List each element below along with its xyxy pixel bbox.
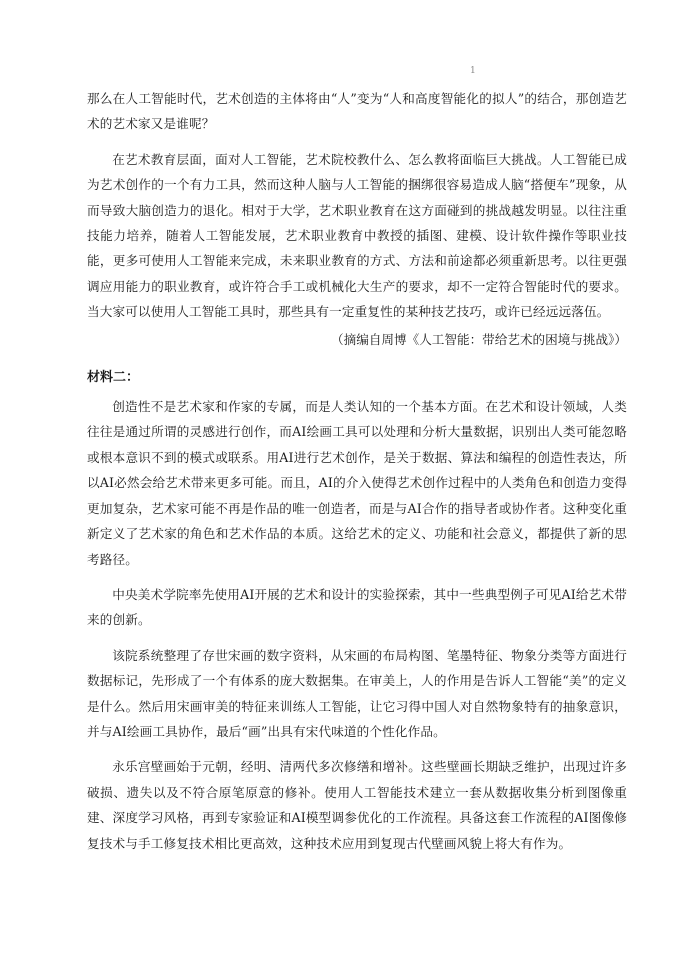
paragraph-creativity: 创造性不是艺术家和作家的专属，而是人类认知的一个基本方面。在艺术和设计领域，人类往往是通过所谓的灵感进行创作，而AI绘画工具可以处理和分析大量数据，识别出人类可能忽略或根本意识不到的模式或联系。用AI进行艺术创作，是关于数据、算法和编程的创造性表达，所以AI必然会给艺术带来更多可能。而且，AI的介入使得艺术创作过程中的人类角色和创造力变得更加复杂，艺术家可能不再是作品的唯一创造者，而是与AI合作的指导者或协作者。这种变化重新定义了艺术家的角色和艺术作品的本质。这给艺术的定义、功能和社会意义，都提供了新的思考路径。 (87, 399, 627, 567)
paragraph-art-education: 在艺术教育层面，面对人工智能，艺术院校教什么、怎么教将面临巨大挑战。人工智能已成为艺术创作的一个有力工具，然而这种人脑与人工智能的捆绑很容易造成人脑“搭便车”现象，从而导致大脑创造力的退化。相对于大学，艺术职业教育在这方面碰到的挑战越发明显。以往注重技能力培养，随着人工智能发展，艺术职业教育中教授的插图、建模、设计软件操作等职业技能，更多可使用人工智能来完成，未来职业教育的方式、方法和前途都必须重新思考。以往更强调应用能力的职业教育，或许符合手工或机械化大生产的要求，却不一定符合智能时代的要求。当大家可以使用人工智能工具时，那些具有一定重复性的某种技艺技巧，或许已经远远落伍。 (87, 151, 627, 320)
article-body (87, 86, 627, 856)
paragraph-yongle-murals: 永乐宫壁画始于元朝，经明、清两代多次修缮和增补。这些壁画长期缺乏维护，出现过许多破损、遗失以及不符合原笔原意的修补。使用人工智能技术建立一套从数据收集分析到图像重建、深度学习风格，再到专家验证和AI模型调参优化的工作流程。具备这套工作流程的AI图像修复技术与手工修复技术相比更高效，这种技术应用到复现古代壁画风貌上将大有作为。 (87, 759, 627, 851)
paragraph-song-painting: 该院系统整理了存世宋画的数字资料，从宋画的布局构图、笔墨特征、物象分类等方面进行数据标记，先形成了一个有体系的庞大数据集。在审美上，人的作用是告诉人工智能“美”的定义是什么。然后用宋画审美的特征来训练人工智能，让它习得中国人对自然物象特有的抽象意识，并与AI绘画工具协作，最后“画”出具有宋代味道的个性化作品。 (87, 647, 627, 739)
paragraph-intro-question: 那么在人工智能时代，艺术创造的主体将由“人”变为“人和高度智能化的拟人”的结合，那创造艺术的艺术家又是谁呢？ (87, 91, 627, 132)
section-heading-material-two: 材料二： (87, 370, 140, 386)
page-mark: 1 (470, 66, 476, 76)
source-citation: （摘编自周博《人工智能：带给艺术的困境与挑战》） (331, 331, 627, 347)
paragraph-cafa-examples: 中央美术学院率先使用AI开展的艺术和设计的实验探索，其中一些典型例子可见AI给艺术带来的创新。 (87, 586, 627, 628)
